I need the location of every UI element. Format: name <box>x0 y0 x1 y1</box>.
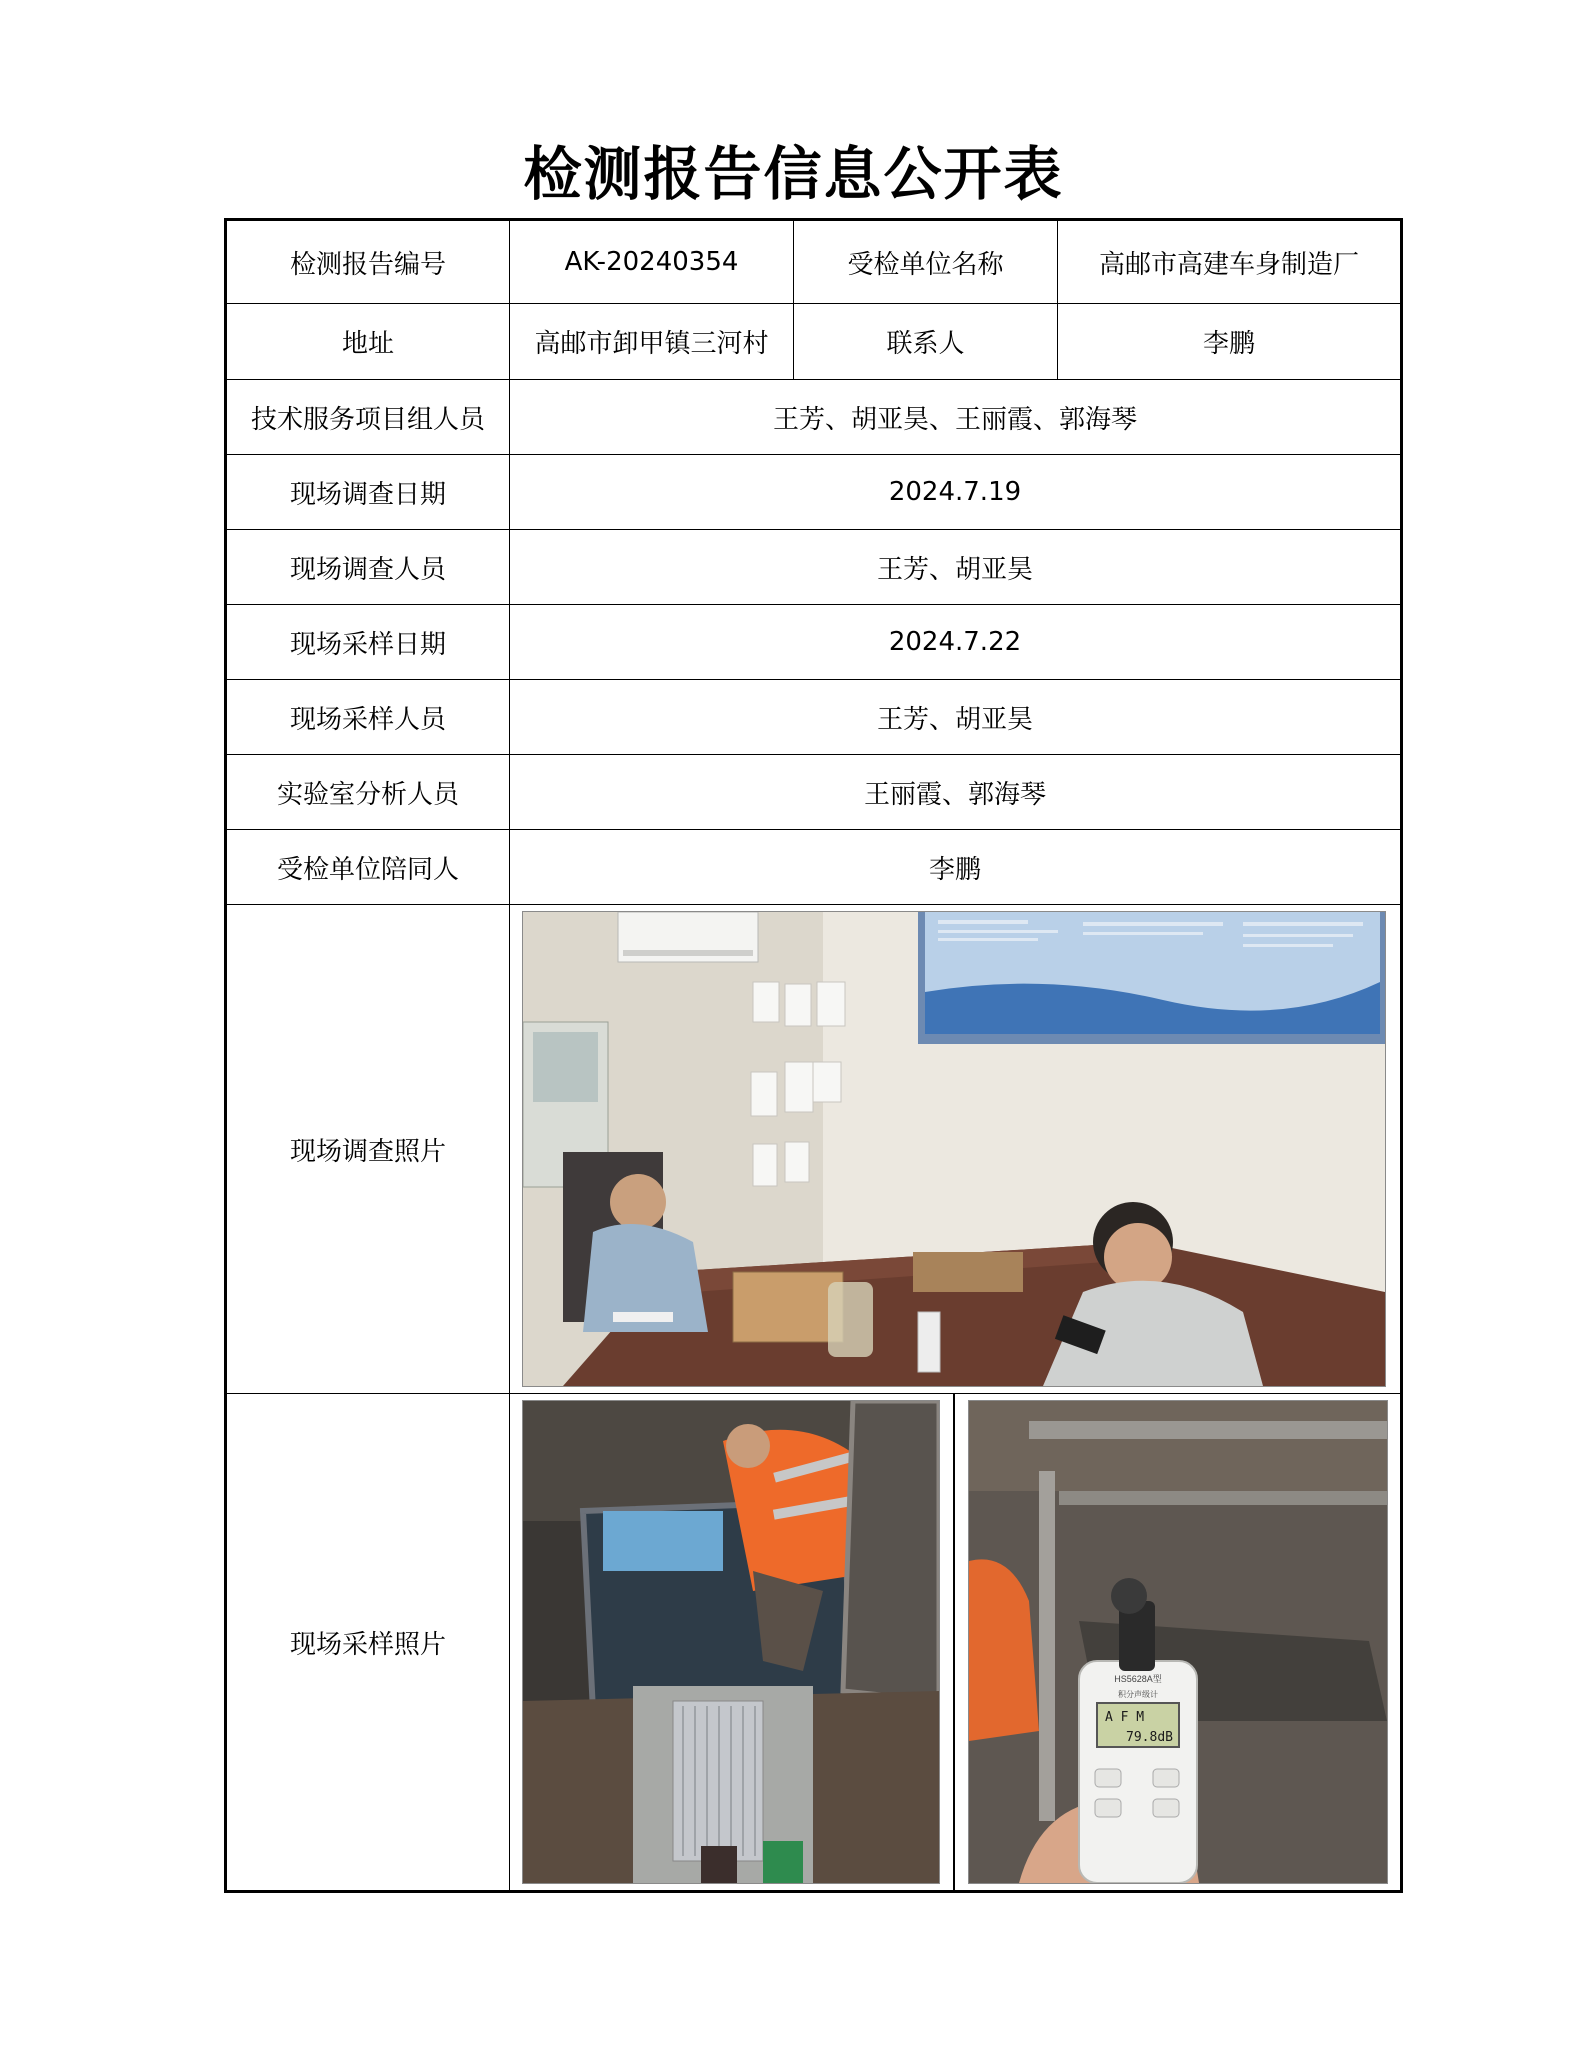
lab-staff-value: 王丽霞、郭海琴 <box>510 755 1402 830</box>
table-row <box>226 530 1402 605</box>
team-label: 技术服务项目组人员 <box>226 380 510 455</box>
meter-reading: 79.8dB <box>1126 1730 1173 1745</box>
survey-staff-label: 现场调查人员 <box>226 530 510 605</box>
sampling-date-label: 现场采样日期 <box>226 605 510 680</box>
survey-date-value: 2024.7.19 <box>510 455 1402 530</box>
unit-name-label: 受检单位名称 <box>794 220 1058 304</box>
photo-divider <box>953 1394 955 1890</box>
survey-staff-value: 王芳、胡亚昊 <box>510 530 1402 605</box>
report-no-value: AK-20240354 <box>510 220 794 304</box>
table-row <box>226 304 1402 380</box>
contact-label: 联系人 <box>794 304 1058 380</box>
page-title: 检测报告信息公开表 <box>523 140 1064 208</box>
table-row <box>226 220 1402 304</box>
address-label: 地址 <box>226 304 510 380</box>
sampling-date-value: 2024.7.22 <box>510 605 1402 680</box>
survey-photo-cell <box>510 905 1402 1394</box>
escort-value: 李鹏 <box>510 830 1402 905</box>
table-row <box>226 680 1402 755</box>
unit-name-value: 高邮市高建车身制造厂 <box>1058 220 1402 304</box>
address-value: 高邮市卸甲镇三河村 <box>510 304 794 380</box>
survey-photo-label: 现场调查照片 <box>226 905 510 1394</box>
sampling-photo-pair <box>522 1400 1388 1884</box>
sampling-photo-cell <box>510 1394 1402 1892</box>
sampling-photo-welding <box>522 1400 940 1884</box>
sampling-staff-value: 王芳、胡亚昊 <box>510 680 1402 755</box>
report-no-label: 检测报告编号 <box>226 220 510 304</box>
survey-date-label: 现场调查日期 <box>226 455 510 530</box>
contact-value: 李鹏 <box>1058 304 1402 380</box>
sampling-staff-label: 现场采样人员 <box>226 680 510 755</box>
survey-photo <box>522 911 1386 1387</box>
team-value: 王芳、胡亚昊、王丽霞、郭海琴 <box>510 380 1402 455</box>
sampling-photo-meter <box>968 1400 1388 1884</box>
table-row <box>226 830 1402 905</box>
lab-staff-label: 实验室分析人员 <box>226 755 510 830</box>
sampling-photo-label: 现场采样照片 <box>226 1394 510 1892</box>
table-row <box>226 455 1402 530</box>
meter-brand: HS5628A型 <box>1114 1674 1162 1684</box>
table-row <box>226 605 1402 680</box>
table-row <box>226 1394 1402 1892</box>
table-row <box>226 905 1402 1394</box>
info-table <box>224 218 1403 1893</box>
table-row <box>226 755 1402 830</box>
meter-mode: A F M <box>1105 1710 1145 1725</box>
escort-label: 受检单位陪同人 <box>226 830 510 905</box>
table-row <box>226 380 1402 455</box>
meter-name: 积分声级计 <box>1118 1690 1158 1699</box>
